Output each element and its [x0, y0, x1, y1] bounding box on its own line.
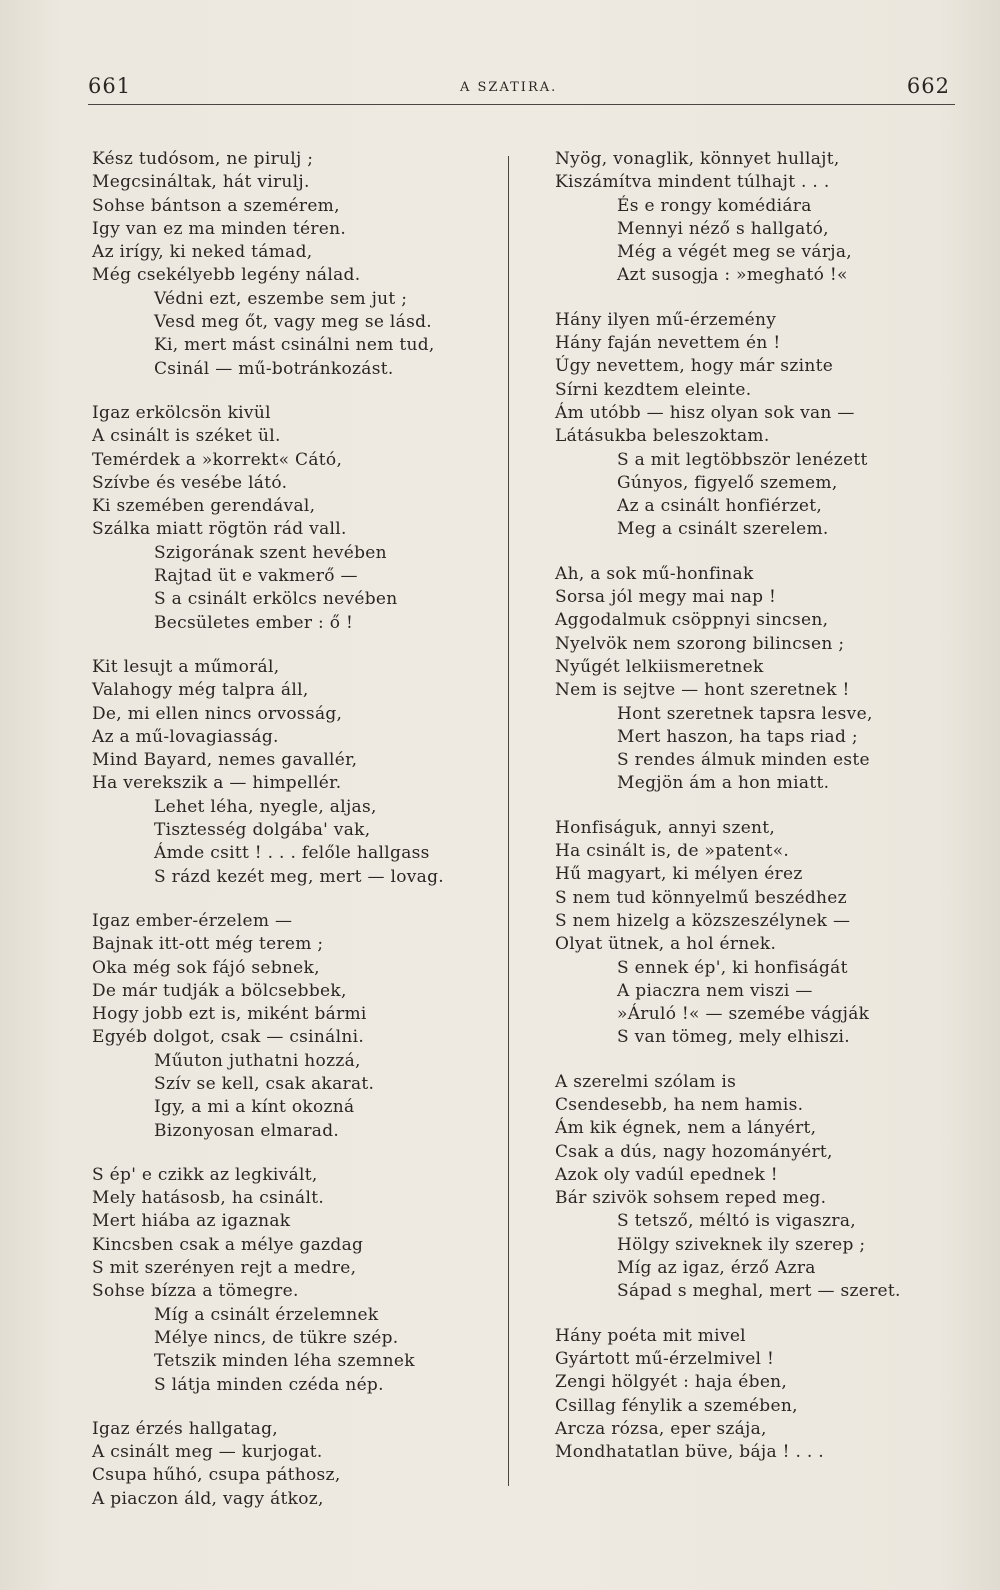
- verse-line: Igaz érzés hallgatag,: [92, 1418, 278, 1439]
- verse-line: Csinál — mű-botránkozást.: [154, 358, 394, 379]
- verse-line: Ám kik égnek, nem a lányért,: [555, 1118, 817, 1139]
- verse-line: Megjön ám a hon miatt.: [617, 773, 830, 794]
- verse-line: S rázd kezét meg, mert — lovag.: [154, 866, 444, 887]
- verse-line: Igaz erkölcsön kivül: [92, 402, 271, 423]
- verse-line: Gúnyos, figyelő szemem,: [617, 472, 838, 493]
- stanza: [555, 148, 955, 288]
- verse-line: Szív se kell, csak akarat.: [154, 1073, 375, 1094]
- verse-line: Az a mű-lovagiasság.: [92, 726, 279, 747]
- verse-line: S nem hizelg a közszeszélynek —: [555, 910, 851, 931]
- verse-line: Csillag fénylik a szemében,: [555, 1395, 798, 1416]
- verse-line: Arcza rózsa, eper szája,: [555, 1418, 767, 1439]
- verse-line: Kész tudósom, ne pirulj ;: [92, 149, 314, 169]
- verse-line: Kincsben csak a mélye gazdag: [92, 1234, 364, 1255]
- stanza: [92, 1418, 492, 1511]
- verse-line: Ah, a sok mű-honfinak: [555, 563, 754, 584]
- verse-line: Kiszámítva mindent túlhajt . . .: [555, 172, 830, 193]
- verse-line: S a csinált erkölcs nevében: [154, 589, 398, 610]
- verse-line: Bajnak itt-ott még terem ;: [92, 934, 324, 955]
- verse-line: Mélye nincs, de tükre szép.: [154, 1327, 399, 1348]
- verse-line: Csendesebb, ha nem hamis.: [555, 1094, 804, 1115]
- verse-line: Tisztesség dolgába' vak,: [154, 820, 371, 841]
- running-header: [88, 74, 950, 104]
- stanza: [555, 309, 955, 542]
- verse-line: S ennek ép', ki honfiságát: [617, 957, 848, 978]
- stanza: [555, 563, 955, 796]
- verse-line: Még csekélyebb legény nálad.: [92, 265, 361, 286]
- verse-line: Műuton juthatni hozzá,: [154, 1050, 361, 1071]
- verse-line: S látja minden czéda nép.: [154, 1374, 384, 1395]
- verse-line: Míg az igaz, érző Azra: [617, 1258, 816, 1279]
- verse-line: Nem is sejtve — hont szeretnek !: [555, 680, 850, 701]
- verse-line: Csupa hűhó, csupa páthosz,: [92, 1465, 341, 1486]
- verse-line: Lehet léha, nyegle, aljas,: [154, 796, 377, 817]
- verse-line: Hölgy sziveknek ily szerep ;: [617, 1234, 866, 1255]
- verse-line: A piaczon áld, vagy átkoz,: [92, 1488, 324, 1509]
- verse-line: Honfiságuk, annyi szent,: [555, 817, 776, 838]
- verse-line: Nyűgét lelkiismeretnek: [555, 656, 764, 677]
- verse-line: Úgy nevettem, hogy már szinte: [555, 356, 834, 377]
- verse-line: Gyártott mű-érzelmivel !: [555, 1348, 775, 1369]
- column-divider: [508, 156, 509, 1486]
- verse-line: Igy, a mi a kínt okozná: [154, 1097, 355, 1118]
- verse-line: Sohse bántson a szemérem,: [92, 195, 340, 216]
- verse-line: Ki szemében gerendával,: [92, 496, 316, 517]
- verse-line: S mit szerényen rejt a medre,: [92, 1258, 357, 1279]
- verse-line: Még a végét meg se várja,: [617, 242, 852, 263]
- stanza: [92, 910, 492, 1143]
- verse-line: S rendes álmuk minden este: [617, 750, 870, 771]
- verse-line: Hű magyart, ki mélyen érez: [555, 864, 803, 885]
- stanza: [555, 817, 955, 1050]
- stanza: [555, 1071, 955, 1304]
- verse-line: Míg a csinált érzelemnek: [154, 1304, 379, 1325]
- verse-line: Hány ilyen mű-érzemény: [555, 309, 777, 330]
- verse-line: De már tudják a bölcsebbek,: [92, 980, 347, 1001]
- verse-line: Igaz ember-érzelem —: [92, 910, 293, 931]
- verse-line: Oka még sok fájó sebnek,: [92, 957, 320, 978]
- verse-line: Mondhatatlan büve, bája ! . . .: [555, 1442, 824, 1463]
- verse-line: Ámde csitt ! . . . felőle hallgass: [154, 843, 430, 864]
- verse-line: Sorsa jól megy mai nap !: [555, 587, 777, 608]
- verse-line: Aggodalmuk csöppnyi sincsen,: [555, 610, 829, 631]
- verse-line: Meg a csinált szerelem.: [617, 519, 829, 540]
- verse-line: Látásukba beleszoktam.: [555, 426, 770, 447]
- verse-line: Becsületes ember : ő !: [154, 612, 354, 633]
- verse-line: Zengi hölgyét : haja ében,: [555, 1372, 788, 1393]
- verse-line: Ha verekszik a — himpellér.: [92, 773, 342, 794]
- verse-line: Mert hiába az igaznak: [92, 1211, 291, 1232]
- verse-line: Szálka miatt rögtön rád vall.: [92, 519, 347, 540]
- verse-line: A csinált is széket ül.: [92, 426, 281, 447]
- verse-line: A csinált meg — kurjogat.: [92, 1442, 323, 1463]
- verse-line: Mennyi néző s hallgató,: [617, 218, 829, 239]
- verse-line: Rajtad üt e vakmerő —: [154, 566, 358, 587]
- page-number-left: 661: [88, 74, 132, 98]
- verse-line: Sápad s meghal, mert — szeret.: [617, 1281, 901, 1302]
- verse-line: A szerelmi szólam is: [555, 1071, 737, 1092]
- verse-line: Azt susogja : »megható !«: [617, 265, 848, 286]
- verse-line: S nem tud könnyelmű beszédhez: [555, 887, 847, 908]
- verse-line: Mely hatásosb, ha csinált.: [92, 1188, 325, 1209]
- verse-line: Az irígy, ki neked támad,: [92, 242, 313, 263]
- verse-line: Bár szivök sohsem reped meg.: [555, 1188, 827, 1209]
- verse-line: Egyéb dolgot, csak — csinálni.: [92, 1027, 365, 1048]
- stanza: [92, 148, 492, 381]
- verse-line: S ép' e czikk az legkivált,: [92, 1164, 318, 1185]
- verse-line: Olyat ütnek, a hol érnek.: [555, 934, 777, 955]
- right-column: [555, 148, 955, 1485]
- verse-line: És e rongy komédiára: [617, 195, 812, 216]
- verse-line: Hont szeretnek tapsra lesve,: [617, 703, 873, 724]
- verse-line: S van tömeg, mely elhiszi.: [617, 1027, 850, 1048]
- header-rule: [88, 104, 955, 105]
- verse-line: Nyög, vonaglik, könnyet hullajt,: [555, 149, 840, 169]
- verse-line: Megcsináltak, hát virulj.: [92, 172, 310, 193]
- verse-line: Hány poéta mit mivel: [555, 1325, 746, 1346]
- verse-line: Tetszik minden léha szemnek: [154, 1351, 415, 1372]
- verse-line: S tetsző, méltó is vigaszra,: [617, 1211, 856, 1232]
- verse-line: Szívbe és vesébe látó.: [92, 472, 288, 493]
- verse-line: Szigorának szent hevében: [154, 542, 387, 563]
- verse-line: Azok oly vadúl epednek !: [555, 1164, 778, 1185]
- running-title: A SZATIRA.: [460, 80, 558, 95]
- page-number-right: 662: [906, 74, 950, 98]
- verse-line: Hány faján nevettem én !: [555, 333, 781, 354]
- verse-line: Valahogy még talpra áll,: [92, 680, 309, 701]
- verse-line: Bizonyosan elmarad.: [154, 1120, 340, 1141]
- verse-line: S a mit legtöbbször lenézett: [617, 449, 868, 470]
- verse-line: Mert haszon, ha taps riad ;: [617, 726, 858, 747]
- stanza: [92, 1164, 492, 1397]
- verse-line: Hogy jobb ezt is, miként bármi: [92, 1004, 367, 1025]
- verse-line: A piaczra nem viszi —: [617, 980, 813, 1001]
- verse-line: Vesd meg őt, vagy meg se lásd.: [154, 312, 432, 333]
- verse-line: Az a csinált honfiérzet,: [617, 496, 823, 517]
- verse-line: Csak a dús, nagy hozományért,: [555, 1141, 833, 1162]
- stanza: [92, 402, 492, 635]
- verse-line: Kit lesujt a műmorál,: [92, 656, 280, 677]
- verse-line: Sírni kezdtem eleinte.: [555, 379, 752, 400]
- stanza: [555, 1325, 955, 1465]
- verse-line: Temérdek a »korrekt« Cátó,: [92, 449, 343, 470]
- verse-line: Védni ezt, eszembe sem jut ;: [154, 288, 408, 309]
- verse-line: Nyelvök nem szorong bilincsen ;: [555, 633, 845, 654]
- verse-line: Ám utóbb — hisz olyan sok van —: [555, 402, 855, 423]
- stanza: [92, 656, 492, 889]
- verse-line: »Áruló !« — szemébe vágják: [617, 1004, 870, 1025]
- verse-line: Ki, mert mást csinálni nem tud,: [154, 335, 435, 356]
- left-column: [92, 148, 492, 1532]
- verse-line: Sohse bízza a tömegre.: [92, 1281, 299, 1302]
- verse-line: Mind Bayard, nemes gavallér,: [92, 750, 358, 771]
- verse-line: De, mi ellen nincs orvosság,: [92, 703, 343, 724]
- verse-line: Igy van ez ma minden téren.: [92, 218, 347, 239]
- verse-line: Ha csinált is, de »patent«.: [555, 841, 790, 862]
